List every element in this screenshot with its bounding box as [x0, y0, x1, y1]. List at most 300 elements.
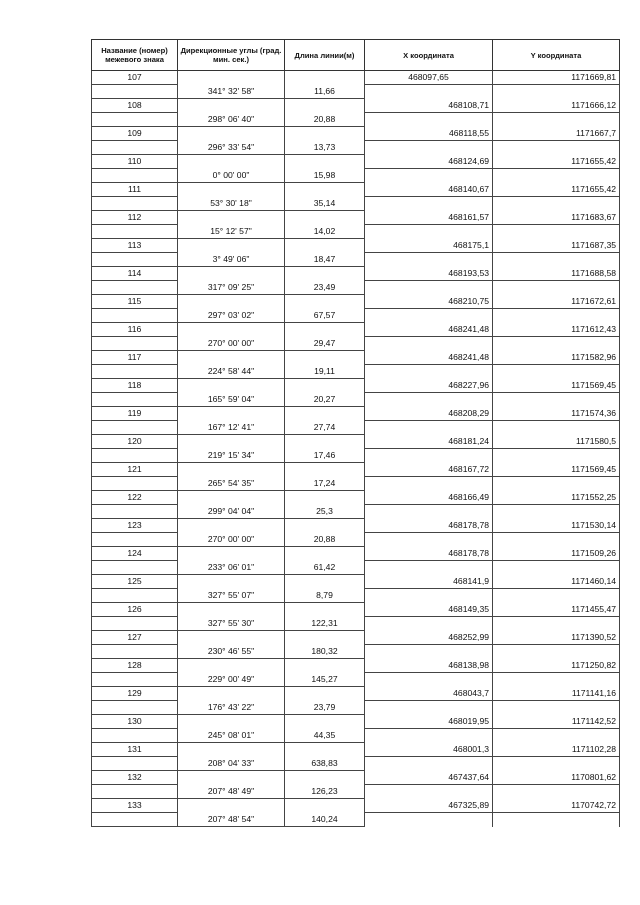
y-coordinate-cell: 1171574,36: [493, 407, 620, 421]
line-length-cell: 44,35: [285, 729, 365, 743]
x-coordinate-cell: 468108,71: [365, 99, 493, 113]
table-row: [92, 281, 620, 295]
empty-cell: [493, 673, 620, 687]
empty-cell: [285, 547, 365, 561]
empty-cell: [92, 813, 178, 827]
y-coordinate-cell: 1171460,14: [493, 575, 620, 589]
empty-cell: [365, 113, 493, 127]
empty-cell: [493, 561, 620, 575]
empty-cell: [285, 155, 365, 169]
empty-cell: [365, 449, 493, 463]
empty-cell: [493, 393, 620, 407]
empty-cell: [493, 701, 620, 715]
line-length-cell: 17,46: [285, 449, 365, 463]
table-row: [92, 477, 620, 491]
empty-cell: [493, 197, 620, 211]
empty-cell: [285, 491, 365, 505]
empty-cell: [493, 813, 620, 827]
line-length-cell: 14,02: [285, 225, 365, 239]
table-row: [92, 99, 620, 113]
empty-cell: [285, 239, 365, 253]
empty-cell: [92, 169, 178, 183]
table-row: [92, 127, 620, 141]
empty-cell: [493, 589, 620, 603]
y-coordinate-cell: 1171569,45: [493, 463, 620, 477]
empty-cell: [493, 477, 620, 491]
bearing-cell: 207° 48' 49": [178, 785, 285, 799]
x-coordinate-cell: 468166,49: [365, 491, 493, 505]
y-coordinate-cell: 1171569,45: [493, 379, 620, 393]
table-body: [92, 71, 620, 827]
empty-cell: [285, 127, 365, 141]
y-coordinate-cell: 1171142,52: [493, 715, 620, 729]
empty-cell: [493, 757, 620, 771]
point-name-cell: 112: [92, 211, 178, 225]
empty-cell: [493, 449, 620, 463]
table-row: [92, 547, 620, 561]
point-name-cell: 118: [92, 379, 178, 393]
table-row: [92, 211, 620, 225]
y-coordinate-cell: 1171655,42: [493, 155, 620, 169]
empty-cell: [365, 813, 493, 827]
x-coordinate-cell: 468178,78: [365, 547, 493, 561]
header-bearing: Дирекционные углы (град. мин. сек.): [178, 40, 285, 71]
bearing-cell: 341° 32' 58": [178, 85, 285, 99]
empty-cell: [365, 141, 493, 155]
table-row: [92, 463, 620, 477]
table-row: [92, 533, 620, 547]
table-row: [92, 757, 620, 771]
table-row: [92, 351, 620, 365]
table-row: [92, 715, 620, 729]
bearing-cell: 317° 09' 25": [178, 281, 285, 295]
header-point-name: Название (номер) межевого знака: [92, 40, 178, 71]
table-row: [92, 85, 620, 99]
empty-cell: [92, 225, 178, 239]
line-length-cell: 18,47: [285, 253, 365, 267]
boundary-coordinates-table: [91, 39, 620, 827]
y-coordinate-cell: 1171655,42: [493, 183, 620, 197]
table-row: [92, 323, 620, 337]
line-length-cell: 13,73: [285, 141, 365, 155]
bearing-cell: 230° 46' 55": [178, 645, 285, 659]
table-row: [92, 239, 620, 253]
empty-cell: [285, 183, 365, 197]
empty-cell: [92, 113, 178, 127]
empty-cell: [178, 435, 285, 449]
table-row: [92, 295, 620, 309]
table-row: [92, 673, 620, 687]
x-coordinate-cell: 467437,64: [365, 771, 493, 785]
line-length-cell: 126,23: [285, 785, 365, 799]
point-name-cell: 117: [92, 351, 178, 365]
point-name-cell: 127: [92, 631, 178, 645]
empty-cell: [365, 477, 493, 491]
empty-cell: [285, 519, 365, 533]
empty-cell: [178, 295, 285, 309]
table-row: [92, 393, 620, 407]
table-header-row: [92, 40, 620, 71]
point-name-cell: 123: [92, 519, 178, 533]
empty-cell: [92, 561, 178, 575]
x-coordinate-cell: 468097,65: [365, 71, 493, 85]
empty-cell: [92, 421, 178, 435]
empty-cell: [285, 407, 365, 421]
empty-cell: [285, 71, 365, 85]
x-coordinate-cell: 468208,29: [365, 407, 493, 421]
x-coordinate-cell: 468001,3: [365, 743, 493, 757]
line-length-cell: 20,88: [285, 113, 365, 127]
point-name-cell: 115: [92, 295, 178, 309]
line-length-cell: 19,11: [285, 365, 365, 379]
x-coordinate-cell: 468161,57: [365, 211, 493, 225]
line-length-cell: 8,79: [285, 589, 365, 603]
y-coordinate-cell: 1171250,82: [493, 659, 620, 673]
empty-cell: [365, 309, 493, 323]
line-length-cell: 29,47: [285, 337, 365, 351]
empty-cell: [178, 239, 285, 253]
point-name-cell: 122: [92, 491, 178, 505]
empty-cell: [92, 729, 178, 743]
point-name-cell: 128: [92, 659, 178, 673]
bearing-cell: 297° 03' 02": [178, 309, 285, 323]
y-coordinate-cell: 1171580,5: [493, 435, 620, 449]
y-coordinate-cell: 1171582,96: [493, 351, 620, 365]
empty-cell: [285, 323, 365, 337]
empty-cell: [178, 183, 285, 197]
empty-cell: [285, 99, 365, 113]
empty-cell: [493, 645, 620, 659]
bearing-cell: 3° 49' 06": [178, 253, 285, 267]
empty-cell: [365, 617, 493, 631]
bearing-cell: 208° 04' 33": [178, 757, 285, 771]
bearing-cell: 53° 30' 18": [178, 197, 285, 211]
point-name-cell: 132: [92, 771, 178, 785]
bearing-cell: 298° 06' 40": [178, 113, 285, 127]
bearing-cell: 219° 15' 34": [178, 449, 285, 463]
empty-cell: [178, 99, 285, 113]
bearing-cell: 207° 48' 54": [178, 813, 285, 827]
table-row: [92, 659, 620, 673]
line-length-cell: 17,24: [285, 477, 365, 491]
empty-cell: [178, 687, 285, 701]
empty-cell: [285, 379, 365, 393]
table-row: [92, 225, 620, 239]
table-row: [92, 113, 620, 127]
bearing-cell: 299° 04' 04": [178, 505, 285, 519]
empty-cell: [178, 547, 285, 561]
table-row: [92, 687, 620, 701]
x-coordinate-cell: 468181,24: [365, 435, 493, 449]
empty-cell: [285, 715, 365, 729]
line-length-cell: 27,74: [285, 421, 365, 435]
table-row: [92, 407, 620, 421]
point-name-cell: 119: [92, 407, 178, 421]
empty-cell: [178, 267, 285, 281]
empty-cell: [92, 197, 178, 211]
empty-cell: [92, 645, 178, 659]
empty-cell: [92, 253, 178, 267]
empty-cell: [365, 281, 493, 295]
x-coordinate-cell: 468252,99: [365, 631, 493, 645]
y-coordinate-cell: 1171455,47: [493, 603, 620, 617]
x-coordinate-cell: 468118,55: [365, 127, 493, 141]
empty-cell: [493, 253, 620, 267]
x-coordinate-cell: 468178,78: [365, 519, 493, 533]
point-name-cell: 116: [92, 323, 178, 337]
empty-cell: [285, 295, 365, 309]
empty-cell: [285, 351, 365, 365]
y-coordinate-cell: 1170801,62: [493, 771, 620, 785]
point-name-cell: 121: [92, 463, 178, 477]
empty-cell: [178, 211, 285, 225]
table-row: [92, 603, 620, 617]
table-row: [92, 813, 620, 827]
point-name-cell: 126: [92, 603, 178, 617]
point-name-cell: 110: [92, 155, 178, 169]
y-coordinate-cell: 1171667,7: [493, 127, 620, 141]
y-coordinate-cell: 1171390,52: [493, 631, 620, 645]
x-coordinate-cell: 468138,98: [365, 659, 493, 673]
table-row: [92, 379, 620, 393]
empty-cell: [178, 407, 285, 421]
empty-cell: [178, 631, 285, 645]
y-coordinate-cell: 1171666,12: [493, 99, 620, 113]
y-coordinate-cell: 1171552,25: [493, 491, 620, 505]
empty-cell: [178, 491, 285, 505]
x-coordinate-cell: 468124,69: [365, 155, 493, 169]
empty-cell: [493, 365, 620, 379]
empty-cell: [493, 533, 620, 547]
empty-cell: [285, 631, 365, 645]
point-name-cell: 108: [92, 99, 178, 113]
empty-cell: [178, 575, 285, 589]
table-row: [92, 421, 620, 435]
table-row: [92, 141, 620, 155]
x-coordinate-cell: 468210,75: [365, 295, 493, 309]
empty-cell: [365, 701, 493, 715]
empty-cell: [285, 687, 365, 701]
empty-cell: [92, 309, 178, 323]
bearing-cell: 0° 00' 00": [178, 169, 285, 183]
x-coordinate-cell: 467325,89: [365, 799, 493, 813]
table-row: [92, 71, 620, 85]
line-length-cell: 23,79: [285, 701, 365, 715]
table-row: [92, 267, 620, 281]
empty-cell: [285, 743, 365, 757]
table-row: [92, 365, 620, 379]
empty-cell: [365, 785, 493, 799]
table-row: [92, 743, 620, 757]
table-row: [92, 519, 620, 533]
empty-cell: [285, 799, 365, 813]
bearing-cell: 233° 06' 01": [178, 561, 285, 575]
x-coordinate-cell: 468149,35: [365, 603, 493, 617]
y-coordinate-cell: 1171612,43: [493, 323, 620, 337]
table-row: [92, 197, 620, 211]
line-length-cell: 23,49: [285, 281, 365, 295]
empty-cell: [365, 225, 493, 239]
empty-cell: [92, 393, 178, 407]
empty-cell: [493, 617, 620, 631]
bearing-cell: 296° 33' 54": [178, 141, 285, 155]
x-coordinate-cell: 468227,96: [365, 379, 493, 393]
header-line-length: Длина линии(м): [285, 40, 365, 71]
y-coordinate-cell: 1171688,58: [493, 267, 620, 281]
line-length-cell: 140,24: [285, 813, 365, 827]
point-name-cell: 131: [92, 743, 178, 757]
line-length-cell: 20,88: [285, 533, 365, 547]
empty-cell: [285, 771, 365, 785]
empty-cell: [493, 421, 620, 435]
y-coordinate-cell: 1171669,81: [493, 71, 620, 85]
empty-cell: [92, 505, 178, 519]
empty-cell: [92, 337, 178, 351]
empty-cell: [493, 225, 620, 239]
bearing-cell: 229° 00' 49": [178, 673, 285, 687]
point-name-cell: 125: [92, 575, 178, 589]
empty-cell: [365, 421, 493, 435]
empty-cell: [365, 85, 493, 99]
table-row: [92, 505, 620, 519]
bearing-cell: 265° 54' 35": [178, 477, 285, 491]
x-coordinate-cell: 468241,48: [365, 351, 493, 365]
y-coordinate-cell: 1171102,28: [493, 743, 620, 757]
empty-cell: [92, 281, 178, 295]
empty-cell: [365, 393, 493, 407]
point-name-cell: 129: [92, 687, 178, 701]
line-length-cell: 35,14: [285, 197, 365, 211]
empty-cell: [178, 771, 285, 785]
x-coordinate-cell: 468141,9: [365, 575, 493, 589]
empty-cell: [178, 127, 285, 141]
x-coordinate-cell: 468241,48: [365, 323, 493, 337]
table-row: [92, 771, 620, 785]
y-coordinate-cell: 1171509,26: [493, 547, 620, 561]
table-row: [92, 435, 620, 449]
line-length-cell: 638,83: [285, 757, 365, 771]
point-name-cell: 109: [92, 127, 178, 141]
empty-cell: [92, 701, 178, 715]
empty-cell: [285, 435, 365, 449]
table-row: [92, 589, 620, 603]
line-length-cell: 15,98: [285, 169, 365, 183]
table-row: [92, 169, 620, 183]
empty-cell: [178, 715, 285, 729]
bearing-cell: 176° 43' 22": [178, 701, 285, 715]
empty-cell: [92, 477, 178, 491]
x-coordinate-cell: 468175,1: [365, 239, 493, 253]
point-name-cell: 107: [92, 71, 178, 85]
empty-cell: [493, 85, 620, 99]
empty-cell: [178, 463, 285, 477]
table-row: [92, 799, 620, 813]
empty-cell: [365, 337, 493, 351]
empty-cell: [92, 589, 178, 603]
table-row: [92, 253, 620, 267]
empty-cell: [178, 323, 285, 337]
empty-cell: [365, 505, 493, 519]
empty-cell: [365, 533, 493, 547]
x-coordinate-cell: 468019,95: [365, 715, 493, 729]
bearing-cell: 167° 12' 41": [178, 421, 285, 435]
empty-cell: [178, 351, 285, 365]
empty-cell: [92, 785, 178, 799]
line-length-cell: 180,32: [285, 645, 365, 659]
line-length-cell: 67,57: [285, 309, 365, 323]
empty-cell: [92, 141, 178, 155]
empty-cell: [92, 85, 178, 99]
empty-cell: [493, 729, 620, 743]
x-coordinate-cell: 468043,7: [365, 687, 493, 701]
empty-cell: [365, 197, 493, 211]
y-coordinate-cell: 1171530,14: [493, 519, 620, 533]
table-row: [92, 575, 620, 589]
empty-cell: [178, 155, 285, 169]
point-name-cell: 111: [92, 183, 178, 197]
bearing-cell: 270° 00' 00": [178, 533, 285, 547]
point-name-cell: 133: [92, 799, 178, 813]
point-name-cell: 120: [92, 435, 178, 449]
table-row: [92, 309, 620, 323]
bearing-cell: 245° 08' 01": [178, 729, 285, 743]
empty-cell: [178, 379, 285, 393]
table-row: [92, 701, 620, 715]
empty-cell: [92, 449, 178, 463]
empty-cell: [493, 141, 620, 155]
empty-cell: [493, 113, 620, 127]
header-y-coordinate: Y координата: [493, 40, 620, 71]
table-row: [92, 449, 620, 463]
empty-cell: [178, 71, 285, 85]
bearing-cell: 224° 58' 44": [178, 365, 285, 379]
empty-cell: [92, 757, 178, 771]
point-name-cell: 130: [92, 715, 178, 729]
x-coordinate-cell: 468167,72: [365, 463, 493, 477]
point-name-cell: 114: [92, 267, 178, 281]
empty-cell: [285, 603, 365, 617]
empty-cell: [493, 281, 620, 295]
empty-cell: [493, 337, 620, 351]
line-length-cell: 122,31: [285, 617, 365, 631]
empty-cell: [178, 603, 285, 617]
table-row: [92, 337, 620, 351]
empty-cell: [178, 659, 285, 673]
line-length-cell: 61,42: [285, 561, 365, 575]
y-coordinate-cell: 1171672,61: [493, 295, 620, 309]
empty-cell: [493, 505, 620, 519]
empty-cell: [365, 589, 493, 603]
table-row: [92, 617, 620, 631]
line-length-cell: 11,66: [285, 85, 365, 99]
table-row: [92, 155, 620, 169]
empty-cell: [365, 561, 493, 575]
bearing-cell: 327° 55' 30": [178, 617, 285, 631]
empty-cell: [365, 365, 493, 379]
empty-cell: [365, 253, 493, 267]
empty-cell: [285, 463, 365, 477]
line-length-cell: 20,27: [285, 393, 365, 407]
line-length-cell: 25,3: [285, 505, 365, 519]
empty-cell: [493, 785, 620, 799]
point-name-cell: 124: [92, 547, 178, 561]
header-x-coordinate: X координата: [365, 40, 493, 71]
empty-cell: [178, 743, 285, 757]
bearing-cell: 270° 00' 00": [178, 337, 285, 351]
y-coordinate-cell: 1171687,35: [493, 239, 620, 253]
table-row: [92, 645, 620, 659]
table-row: [92, 631, 620, 645]
